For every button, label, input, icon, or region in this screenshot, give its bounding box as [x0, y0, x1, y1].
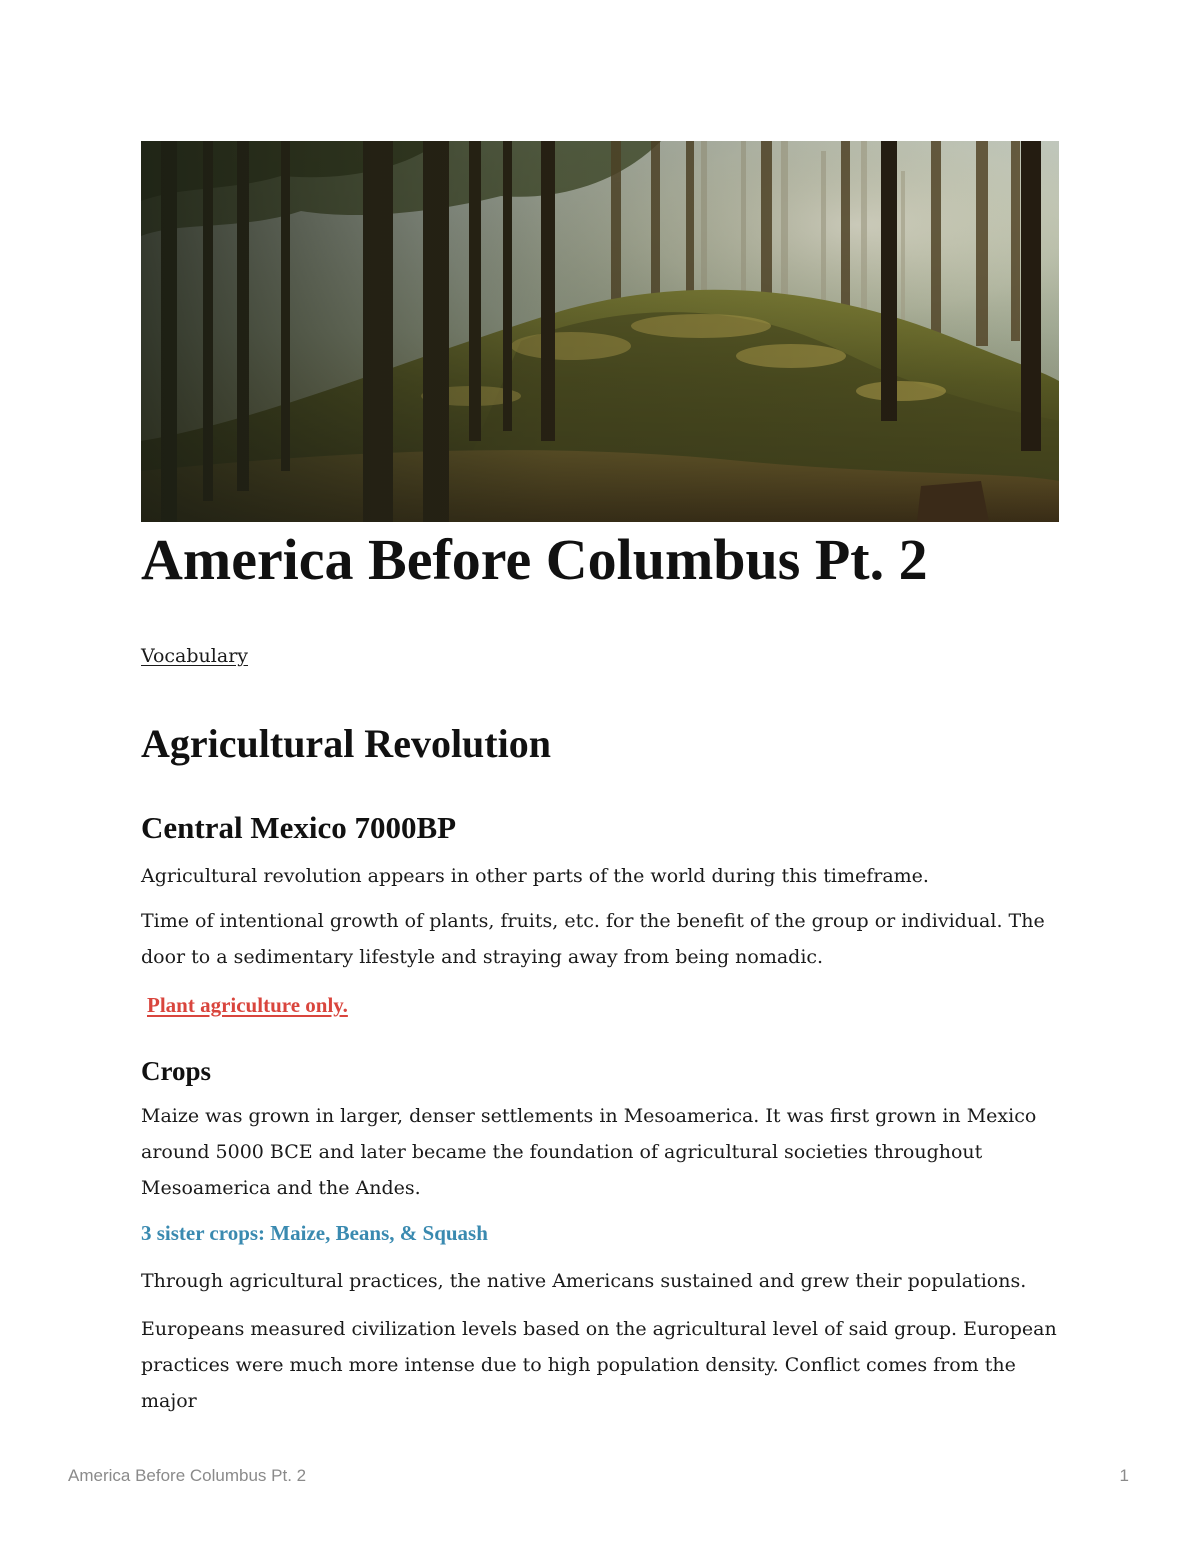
sister-crops-note: 3 sister crops: Maize, Beans, & Squash: [141, 1221, 488, 1245]
plant-agriculture-note: Plant agriculture only.: [147, 993, 348, 1017]
vocabulary-link[interactable]: Vocabulary: [141, 645, 249, 667]
mexico-paragraph-2: Time of intentional growth of plants, fruits, etc. for the benefit of the group or individual. The door to a sedimentary lifestyle and straying away from being nomadic.: [141, 910, 1045, 968]
crops-heading: Crops: [141, 1056, 212, 1086]
document-title: America Before Columbus Pt. 2: [141, 527, 928, 592]
forest-hero-image: [141, 141, 1059, 522]
footer-document-title: America Before Columbus Pt. 2: [68, 1466, 307, 1485]
mexico-paragraph-1: Agricultural revolution appears in other parts of the world during this timeframe.: [141, 865, 929, 887]
forest-illustration: [141, 141, 1059, 522]
central-mexico-heading: Central Mexico 7000BP: [141, 810, 457, 845]
crops-paragraph-1: Maize was grown in larger, denser settlements in Mesoamerica. It was first grown in Mexico around 5000 BCE and later became the foundation of agricultural societies throughout Mesoamerica and the Andes.: [141, 1105, 1037, 1199]
crops-paragraph-2: Through agricultural practices, the native Americans sustained and grew their populations.: [141, 1270, 1027, 1292]
footer-page-number: 1: [1119, 1466, 1129, 1485]
agricultural-revolution-heading: Agricultural Revolution: [141, 721, 551, 766]
crops-paragraph-3: Europeans measured civilization levels based on the agricultural level of said group. European practices were much more intense due to high population density. Conflict comes from the major: [141, 1318, 1057, 1412]
